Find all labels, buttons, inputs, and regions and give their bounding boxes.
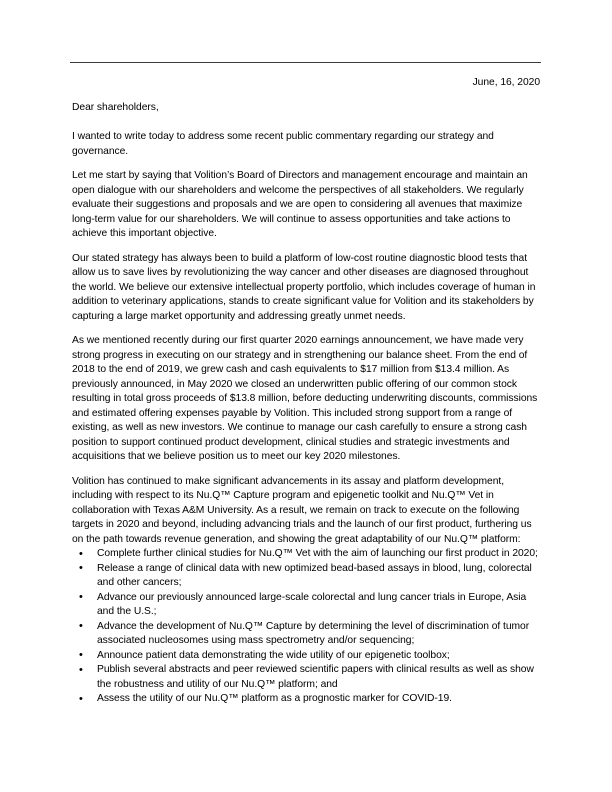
- list-item-text: Advance our previously announced large-scale colorectal and lung cancer trials in Europe, Asia and the U.S.;: [97, 591, 527, 617]
- bullet-icon: •: [79, 591, 83, 603]
- list-item-text: Publish several abstracts and peer reviewed scientific papers with clinical results as well as show the robustness and utility of our Nu.Q™ platform; and: [97, 664, 534, 690]
- list-item-nuq-capture: [72, 620, 540, 649]
- targets-list: [72, 547, 540, 707]
- list-item-clinical-data: [72, 562, 540, 591]
- paragraph-stated-strategy: Our stated strategy has always been to build a platform of low-cost routine diagnostic blood tests that allow us to save lives by revolutionizing the way cancer and other diseases are diagnosed throughout the world. We believe our extensive intellectual property portfolio, which includes coverage of human in addition to veterinary applications, stands to create significant value for Volition and its stakeholders by capturing a large market opportunity and addressing greatly unmet needs.: [72, 252, 536, 322]
- header-rule: [70, 62, 541, 63]
- salutation: Dear shareholders,: [72, 101, 159, 113]
- paragraph-platform-progress: Volition has continued to make significant advancements in its assay and platform development, including with respect to its Nu.Q™ Capture program and epigenetic toolkit and Nu.Q™ Vet in collaboration with Texas A&M University. As a result, we remain on track to execute on the following targets in 2020 and beyond, including advancing trials and the launch of our first product, furthering us on the path towards revenue generation, and showing the great adaptability of our Nu.Q™ platform:: [72, 475, 532, 545]
- list-item-text: Complete further clinical studies for Nu.Q™ Vet with the aim of launching our first product in 2020;: [97, 548, 538, 559]
- bullet-icon: •: [79, 663, 83, 676]
- bullet-icon: •: [79, 620, 83, 632]
- bullet-icon: •: [79, 692, 83, 705]
- list-item-text: Assess the utility of our Nu.Q™ platform as a prognostic marker for COVID-19.: [97, 693, 452, 704]
- list-item-covid-marker: [72, 692, 540, 707]
- list-item-nuq-vet-studies: [72, 547, 540, 562]
- list-item-cancer-trials: [72, 591, 540, 620]
- bullet-icon: •: [79, 649, 83, 661]
- bullet-icon: •: [79, 547, 83, 560]
- list-item-text: Announce patient data demonstrating the wide utility of our epigenetic toolbox;: [97, 649, 450, 661]
- list-item-text: Release a range of clinical data with new optimized bead-based assays in blood, lung, colorectal and other cancers;: [97, 562, 532, 588]
- list-item-text: Advance the development of Nu.Q™ Capture by determining the level of discrimination of tumor associated nucleosomes using mass spectrometry and/or sequencing;: [97, 620, 530, 646]
- bullet-icon: •: [79, 562, 83, 574]
- paragraph-financials: As we mentioned recently during our first quarter 2020 earnings announcement, we have made very strong progress in executing on our strategy and in strengthening our balance sheet. From the end of 2018 to the end of 2019, we grew cash and cash equivalents to $17 million from $13.4 million. As previously announced, in May 2020 we closed an underwritten public offering of our common stock resulting in total gross proceeds of $13.8 million, before deducting underwriting discounts, commissions and estimated offering expenses payable by Volition. This included strong support from a range of existing, as well as new investors. We continue to manage our cash carefully to ensure a strong cash position to support continued product development, clinical studies and strategic investments and acquisitions that we believe position us to meet our key 2020 milestones.: [72, 335, 538, 462]
- list-item-publications: [72, 663, 540, 692]
- paragraph-board-dialogue: Let me start by saying that Volition’s Board of Directors and management encourage and maintain an open dialogue with our shareholders and welcome the perspectives of all stakeholders. We regularly evaluate their suggestions and proposals and we are open to considering all avenues that maximize long-term value for our shareholders. We will continue to assess opportunities and take actions to achieve this important objective.: [72, 170, 528, 239]
- list-item-patient-data: [72, 649, 540, 664]
- letter-content: [72, 62, 540, 707]
- date-line: June, 16, 2020: [472, 77, 540, 88]
- paragraph-intro: I wanted to write today to address some recent public commentary regarding our strategy and governance.: [72, 131, 494, 157]
